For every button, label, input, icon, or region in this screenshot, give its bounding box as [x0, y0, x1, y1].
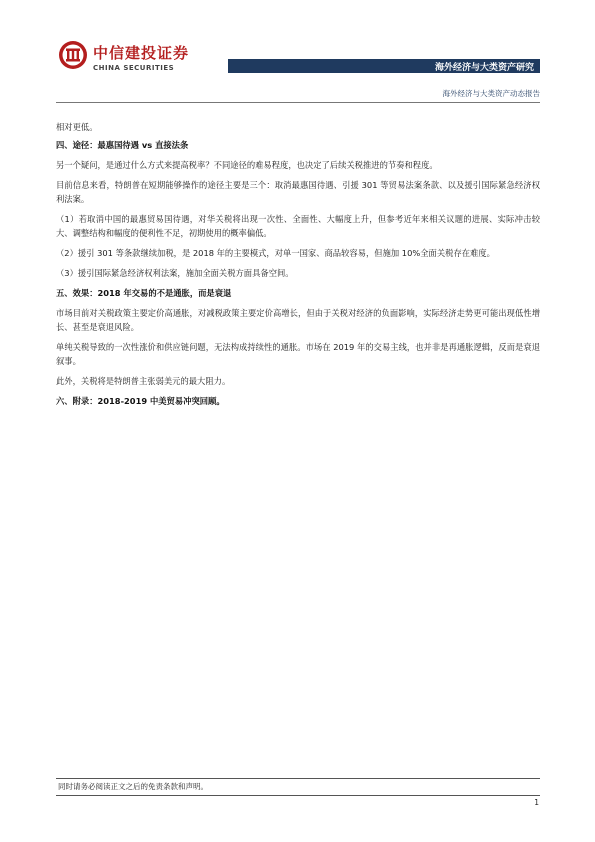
paragraph: （2）援引 301 等条款继续加税，是 2018 年的主要模式，对单一国家、商品较容易，但施加 10%全面关税存在难度。 [56, 248, 495, 258]
header-divider [56, 102, 540, 103]
paragraph: 此外，关税将是特朗普主张弱美元的最大阻力。 [56, 376, 231, 386]
disclaimer-note: 同时请务必阅读正文之后的免责条款和声明。 [58, 782, 208, 791]
brand-name-en: CHINA SECURITIES [93, 64, 175, 72]
paragraph: （1）若取消中国的最惠贸易国待遇，对华关税将出现一次性、全面性、大幅度上升，但参考近年来相关议题的进展、实际冲击较大、调整结构和幅度的便利性不足，初期使用的概率偏低。 [56, 214, 540, 238]
section-heading-4: 四、途径：最惠国待遇 vs 直接法条 [56, 140, 189, 150]
paragraph: 目前信息来看，特朗普在短期能够操作的途径主要是三个：取消最惠国待遇、引援 301 等贸易法案条款、以及援引国际紧急经济权利法案。 [56, 180, 540, 204]
report-body [56, 120, 540, 414]
page-number: 1 [534, 798, 539, 807]
header-bar-title: 海外经济与大类资产研究 [434, 63, 534, 73]
paragraph: 市场目前对关税政策主要定价高通胀，对减税政策主要定价高增长，但由于关税对经济的负面影响，实际经济走势更可能出现低性增长、甚至是衰退风险。 [56, 308, 540, 332]
paragraph: （3）援引国际紧急经济权利法案，施加全面关税方面具备空间。 [56, 268, 294, 278]
brand-name-cn: 中信建投证券 [93, 44, 190, 62]
paragraph: 另一个疑问，是通过什么方式来提高税率？不同途径的难易程度，也决定了后续关税推进的节奏和程度。 [56, 160, 438, 170]
footer-divider-bottom [56, 795, 540, 796]
section-heading-6: 六、附录：2018-2019 中美贸易冲突回顾。 [56, 396, 225, 406]
footer-divider-top [56, 778, 540, 779]
report-subtitle: 海外经济与大类资产动态报告 [442, 89, 540, 98]
header-title-bar [228, 59, 540, 73]
paragraph: 单纯关税导致的一次性涨价和供应链问题，无法构成持续性的通胀。市场在 2019 年的交易主线，也并非是再通胀逻辑，反而是衰退叙事。 [56, 342, 540, 366]
section-heading-5: 五、效果：2018 年交易的不是通胀，而是衰退 [56, 288, 232, 298]
paragraph: 相对更低。 [56, 122, 98, 132]
citic-logo-icon [58, 40, 88, 70]
